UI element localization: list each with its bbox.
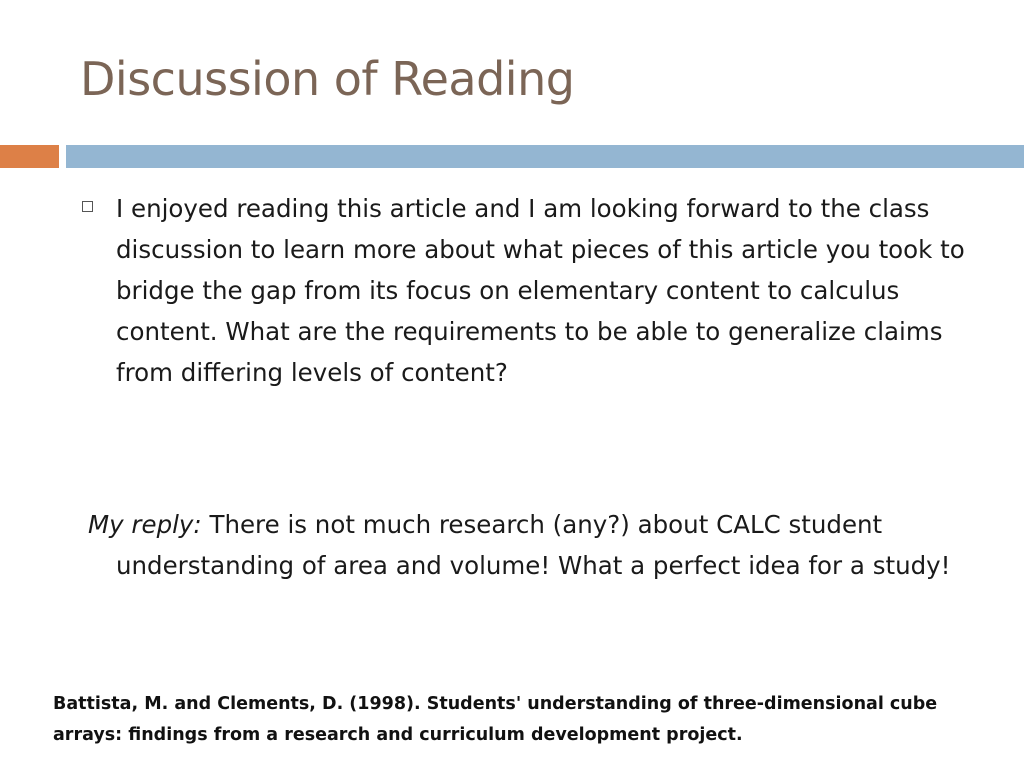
reply-label: My reply: xyxy=(88,510,202,539)
slide-title: Discussion of Reading xyxy=(80,52,575,106)
bullet-text: I enjoyed reading this article and I am looking forward to the class discussion to learn more about what pieces of this article you took to bridge the gap from its focus on elementary content to calculus content. What are the requirements to be able to generalize claims from differing levels of content? xyxy=(116,194,965,387)
bullet-item xyxy=(82,188,982,393)
accent-bar-blue xyxy=(66,145,1024,168)
accent-bar-orange xyxy=(0,145,59,168)
reply-text: There is not much research (any?) about CALC student understanding of area and volume! What a perfect idea for a study! xyxy=(116,510,951,580)
hollow-square-bullet-icon xyxy=(82,201,93,212)
citation: Battista, M. and Clements, D. (1998). Students' understanding of three-dimensional cube arrays: findings from a research and curriculum development project. xyxy=(53,694,938,745)
reply-paragraph xyxy=(88,504,1006,586)
